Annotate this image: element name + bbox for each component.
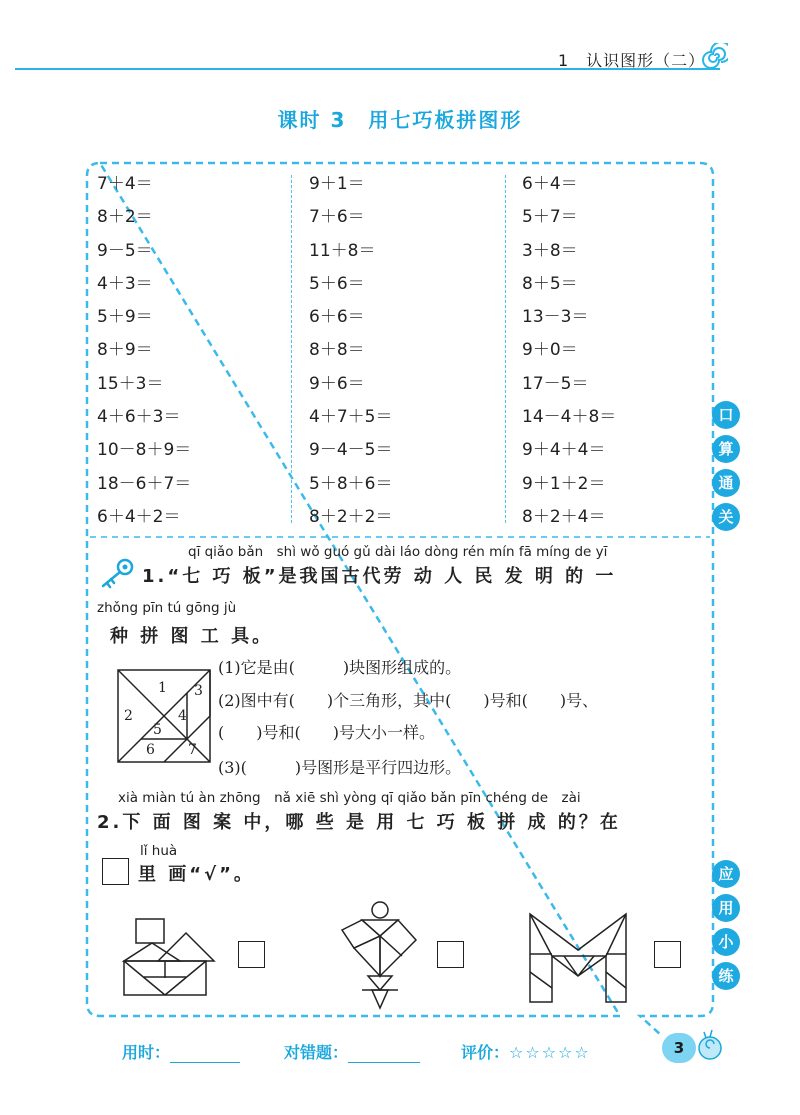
- calc-item: 6＋4＝: [522, 174, 578, 194]
- calc-item: 9＋6＝: [309, 373, 365, 394]
- q2-pinyin-1: xià miàn tú àn zhōng nǎ xiē shì yòng qī qiǎo bǎn pīn chéng de zài: [118, 790, 581, 806]
- side-tab-oral-calc: [712, 401, 744, 537]
- calc-item: 15＋3＝: [97, 373, 164, 394]
- calc-item: 18－6＋7＝: [97, 473, 192, 494]
- calc-item: 9＋4＋4＝: [522, 440, 606, 461]
- side-tab-application: [712, 860, 744, 996]
- page-number: 3: [662, 1033, 696, 1063]
- calc-item: 9－5＝: [97, 240, 153, 261]
- column-divider: [505, 175, 506, 523]
- side-tab-char: 小: [712, 928, 740, 956]
- calc-item: 9＋0＝: [522, 340, 578, 361]
- piece-number: 2: [124, 708, 133, 724]
- calc-column-3: [522, 168, 616, 534]
- calc-item: 4＋6＋3＝: [97, 407, 181, 428]
- side-tab-char: 关: [712, 503, 740, 531]
- calc-item: 14－4＋8＝: [522, 407, 617, 428]
- calc-item: 5＋7＝: [522, 207, 578, 228]
- side-tab-char: 应: [712, 860, 740, 888]
- calc-item: 5＋9＝: [97, 307, 153, 328]
- calc-item: 8＋8＝: [309, 340, 365, 361]
- calc-item: 7＋6＝: [309, 207, 365, 228]
- snail-icon: [690, 1024, 730, 1064]
- calc-item: 8＋2＋4＝: [522, 506, 606, 527]
- q2-text-1: 2.下 面 图 案 中，哪 些 是 用 七 巧 板 拼 成 的？在: [97, 812, 621, 833]
- calc-item: 17－5＝: [522, 373, 589, 394]
- side-tab-char: 通: [712, 469, 740, 497]
- calc-item: 9－4－5＝: [309, 440, 393, 461]
- calc-item: 13－3＝: [522, 307, 589, 328]
- chapter-title: 1 认识图形（二）: [558, 51, 706, 70]
- rating-stars[interactable]: ☆☆☆☆☆: [509, 1043, 591, 1062]
- piece-number: 6: [146, 742, 155, 758]
- calc-item: 10－8＋9＝: [97, 440, 192, 461]
- calc-column-1: [97, 168, 191, 534]
- calc-item: 11＋8＝: [309, 240, 376, 261]
- side-tab-char: 用: [712, 894, 740, 922]
- piece-number: 1: [158, 680, 167, 696]
- calc-item: 9＋1＝: [309, 174, 365, 194]
- calc-item: 8＋2＝: [97, 207, 153, 228]
- footer-time: [122, 1040, 240, 1063]
- answer-checkbox-3[interactable]: [654, 941, 681, 968]
- piece-number: 7: [188, 742, 197, 758]
- answer-checkbox-1[interactable]: [238, 941, 265, 968]
- q1-sub-4: (3)( )号图形是平行四边形。: [218, 758, 462, 777]
- calc-item: 8＋5＝: [522, 273, 578, 294]
- q1-sub-1: (1)它是由( )块图形组成的。: [218, 658, 462, 677]
- tangram-m-figure: [526, 910, 632, 1006]
- time-label: 用时：: [122, 1043, 171, 1062]
- piece-number: 3: [194, 683, 203, 699]
- side-tab-char: 练: [712, 962, 740, 990]
- footer-errors: [284, 1040, 420, 1063]
- calc-item: 3＋8＝: [522, 240, 578, 261]
- key-icon: [97, 556, 137, 590]
- q1-text-1: 1.“七 巧 板”是我国古代劳 动 人 民 发 明 的 一: [142, 566, 617, 587]
- calc-item: 8＋9＝: [97, 340, 153, 361]
- errors-blank[interactable]: [348, 1043, 420, 1063]
- q2-pinyin-2: lǐ huà: [140, 843, 178, 859]
- answer-checkbox-2[interactable]: [437, 941, 464, 968]
- piece-number: 5: [153, 722, 162, 738]
- calc-item: 6＋4＋2＝: [97, 506, 181, 527]
- calc-item: 4＋3＝: [97, 273, 153, 294]
- calc-item: 6＋6＝: [309, 307, 365, 328]
- side-tab-char: 算: [712, 435, 740, 463]
- tangram-figure: [116, 668, 212, 764]
- time-blank[interactable]: [170, 1043, 240, 1063]
- lesson-title: 课时 3 用七巧板拼图形: [277, 108, 523, 132]
- tangram-figure-person: [332, 900, 422, 1012]
- tangram-house-figure: [116, 915, 216, 997]
- q1-sub-3: ( )号和( )号大小一样。: [218, 723, 435, 742]
- q1-pinyin-1: qī qiǎo bǎn shì wǒ guó gǔ dài láo dòng rén mín fā míng de yī: [188, 544, 608, 560]
- column-divider: [291, 175, 292, 523]
- calc-item: 5＋8＋6＝: [309, 473, 393, 494]
- piece-number: 4: [178, 708, 187, 724]
- q1-text-2: 种 拼 图 工 具。: [110, 626, 274, 647]
- calc-column-2: [309, 168, 392, 534]
- q1-pinyin-2: zhǒng pīn tú gōng jù: [97, 600, 237, 616]
- footer-rating: [461, 1040, 591, 1063]
- calc-item: 7＋4＝: [97, 174, 153, 194]
- spiral-icon: [702, 43, 728, 69]
- errors-label: 对错题：: [284, 1043, 349, 1062]
- calc-item: 9＋1＋2＝: [522, 473, 606, 494]
- calc-item: 8＋2＋2＝: [309, 506, 393, 527]
- example-checkbox: [102, 858, 129, 885]
- q2-text-2: 里 画“√”。: [138, 864, 255, 885]
- q1-sub-2: (2)图中有( )个三角形，其中( )号和( )号、: [218, 691, 599, 710]
- side-tab-char: 口: [712, 401, 740, 429]
- calc-item: 4＋7＋5＝: [309, 407, 393, 428]
- calc-item: 5＋6＝: [309, 273, 365, 294]
- rating-label: 评价：: [461, 1043, 510, 1062]
